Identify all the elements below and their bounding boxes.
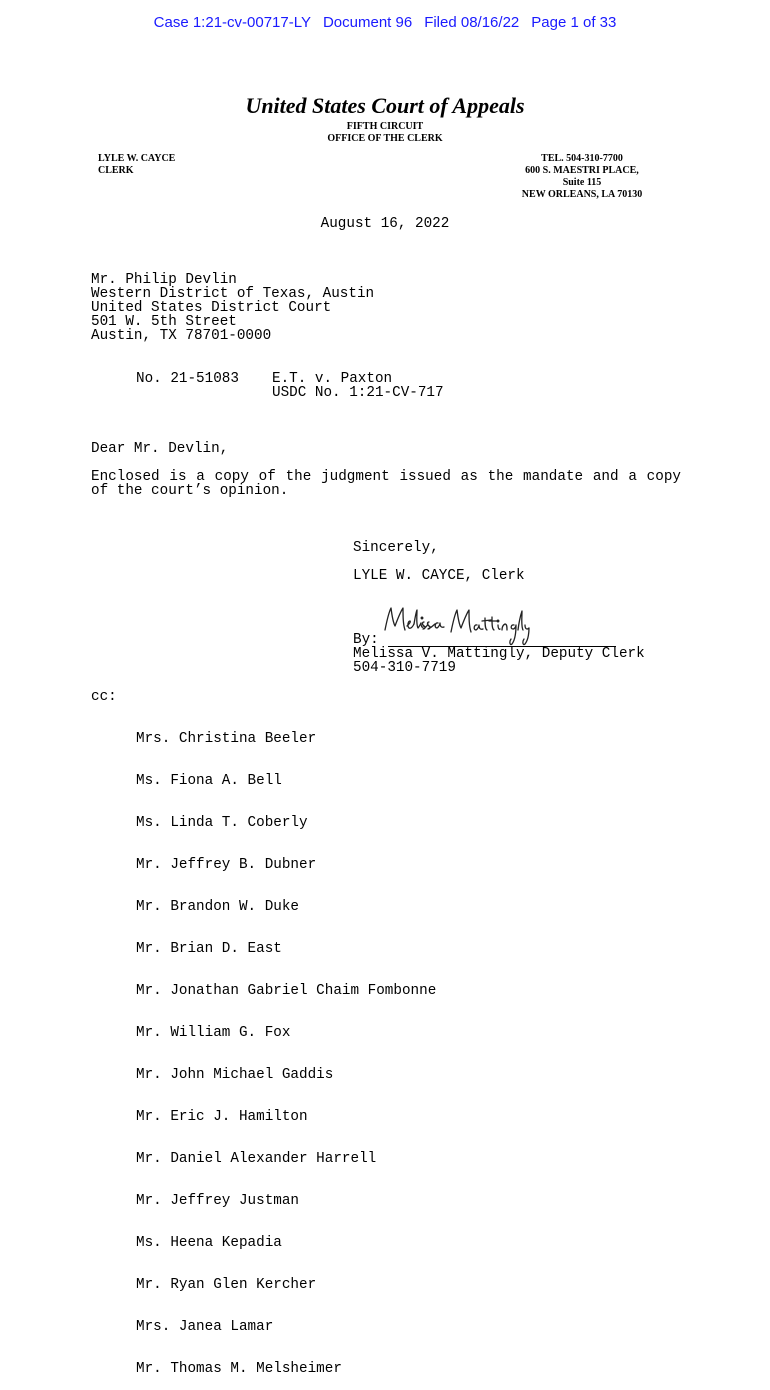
filing-stamp bbox=[0, 14, 770, 31]
cc-recipient: Mr. Brian D. East bbox=[136, 941, 282, 957]
deputy-name: Melissa V. Mattingly, Deputy Clerk bbox=[353, 646, 645, 662]
stamp-page: Page 1 of 33 bbox=[531, 14, 617, 31]
cc-recipient: Mr. Jeffrey B. Dubner bbox=[136, 857, 317, 873]
addressee-block bbox=[91, 273, 374, 343]
closing-clerk: LYLE W. CAYCE, Clerk bbox=[353, 568, 525, 584]
salutation: Dear Mr. Devlin, bbox=[91, 441, 229, 457]
deputy-block bbox=[353, 647, 645, 675]
court-title: United States Court of Appeals bbox=[245, 93, 525, 118]
contact-address-2: Suite 115 bbox=[562, 177, 602, 188]
cc-label: cc: bbox=[91, 689, 117, 705]
contact-address-3: NEW ORLEANS, LA 70130 bbox=[521, 189, 643, 200]
case-title: E.T. v. Paxton bbox=[272, 371, 393, 387]
office-name: OFFICE OF THE CLERK bbox=[327, 133, 443, 144]
addressee-line: Mr. Philip Devlin bbox=[91, 272, 237, 288]
clerk-block bbox=[98, 153, 175, 177]
case-caption bbox=[272, 372, 444, 400]
clerk-title: CLERK bbox=[98, 165, 134, 176]
contact-block bbox=[500, 153, 664, 201]
cc-recipient: Mrs. Christina Beeler bbox=[136, 731, 317, 747]
by-label: By: bbox=[353, 632, 379, 648]
usdc-number: USDC No. 1:21-CV-717 bbox=[272, 385, 444, 401]
stamp-filed: Filed 08/16/22 bbox=[424, 14, 520, 31]
addressee-line: Western District of Texas, Austin bbox=[91, 286, 375, 302]
cc-recipient: Ms. Heena Kepadia bbox=[136, 1235, 282, 1251]
clerk-name: LYLE W. CAYCE bbox=[98, 153, 176, 164]
cc-recipient: Mr. William G. Fox bbox=[136, 1025, 291, 1041]
cc-recipient: Mr. Jonathan Gabriel Chaim Fombonne bbox=[136, 983, 437, 999]
cc-recipient: Mr. Eric J. Hamilton bbox=[136, 1109, 308, 1125]
closing-sincerely: Sincerely, bbox=[353, 540, 439, 556]
cc-recipient: Mr. Brandon W. Duke bbox=[136, 899, 300, 915]
addressee-line: Austin, TX 78701-0000 bbox=[91, 328, 272, 344]
cc-recipient: Ms. Linda T. Coberly bbox=[136, 815, 308, 831]
letter-date: August 16, 2022 bbox=[320, 216, 450, 232]
stamp-case: Case 1:21-cv-00717-LY bbox=[153, 14, 311, 31]
cc-recipient: Mr. Daniel Alexander Harrell bbox=[136, 1151, 377, 1167]
cc-recipient: Mr. Jeffrey Justman bbox=[136, 1193, 300, 1209]
cc-recipient: Ms. Fiona A. Bell bbox=[136, 773, 282, 789]
contact-tel: TEL. 504-310-7700 bbox=[541, 153, 623, 164]
cc-recipient: Mr. Ryan Glen Kercher bbox=[136, 1277, 317, 1293]
addressee-line: United States District Court bbox=[91, 300, 332, 316]
circuit-name: FIFTH CIRCUIT bbox=[346, 121, 424, 132]
cc-recipient: Mrs. Janea Lamar bbox=[136, 1319, 274, 1335]
case-number: No. 21-51083 bbox=[136, 371, 239, 387]
stamp-document: Document 96 bbox=[322, 14, 413, 31]
cc-recipient: Mr. John Michael Gaddis bbox=[136, 1067, 334, 1083]
cc-list bbox=[136, 704, 436, 1390]
cc-recipient: Mr. Thomas M. Melsheimer bbox=[136, 1361, 342, 1377]
letter-body: Enclosed is a copy of the judgment issued as the mandate and a copy of the court’s opinion. bbox=[91, 469, 681, 499]
addressee-line: 501 W. 5th Street bbox=[91, 314, 237, 330]
contact-address-1: 600 S. MAESTRI PLACE, bbox=[525, 165, 639, 176]
deputy-phone: 504-310-7719 bbox=[353, 660, 456, 676]
